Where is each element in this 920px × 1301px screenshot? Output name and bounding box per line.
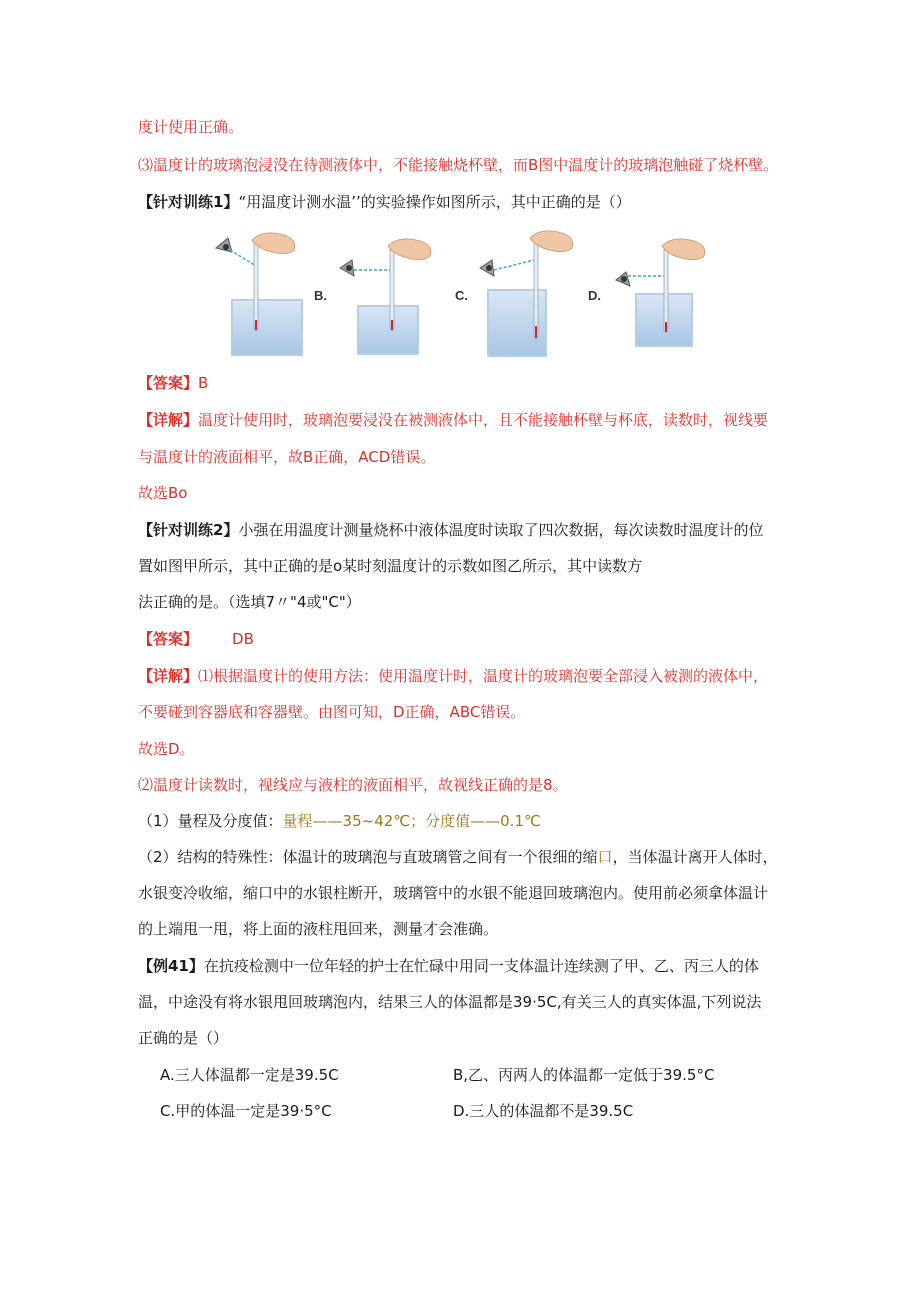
label-c: C. [455,288,468,303]
range-label: （1）量程及分度值： [138,812,283,830]
text-line: ⑶温度计的玻璃泡浸没在待测液体中，不能接触烧杯壁，而B图中温度计的玻璃泡触碰了烧杯壁。 [138,156,779,174]
text-line: 故选Bo [138,484,188,502]
text-line: ⑵温度计读数时，视线应与液柱的液面相平，故视线正确的是8。 [138,776,568,794]
label-b: B. [314,288,327,303]
detail-text: 温度计使用时，玻璃泡要浸没在被测液体中，且不能接触杯壁与杯底，读数时，视线要 [198,411,769,429]
text-line: 的上端甩一甩，将上面的液柱甩回来，测量才会准确。 [138,920,499,938]
example-text: 在抗疫检测中一位年轻的护士在忙碌中用同一支体温计连续测了甲、乙、丙三人的体 [203,957,759,975]
answer-text: B [198,374,209,392]
answer-2 [138,629,254,649]
text-line: 正确的是（） [138,1029,229,1047]
question-training-1 [138,192,631,212]
text-line: 度计使用正确。 [138,118,244,136]
structure-line [138,847,778,867]
text-line: 不要碰到容器底和容器壁。由图可知，D正确，ABC错误。 [138,703,526,721]
text-line: 水银变冷收缩，缩口中的水银柱断开，玻璃管中的水银不能退回玻璃泡内。使用前必须拿体温计 [138,884,769,902]
question-tag: 【针对训练2】 [138,521,239,539]
question-text: “用温度计测水温’’的实验操作如图所示，其中正确的是（） [238,193,631,211]
option-c[interactable]: C.甲的体温一定是39·5°C [160,1102,332,1120]
detail-1 [138,410,768,430]
thermometer-figure [212,230,712,360]
text-line: 与温度计的液面相平，故B正确，ACD错误。 [138,448,436,466]
thermometer-diagram [212,230,712,360]
answer-tag: 【答案】 [138,374,199,392]
option-d[interactable]: D.三人的体温都不是39.5C [453,1102,634,1120]
answer-text: DB [232,630,254,648]
question-training-2 [138,520,763,540]
text-line: 故选D。 [138,740,195,758]
text-line: 温，中途没有将水银甩回玻璃泡内，结果三人的体温都是39·5C,有关三人的真实体温,下列说法 [138,993,762,1011]
detail-text: ⑴根据温度计的使用方法：使用温度计时，温度计的玻璃泡要全部浸入被测的液体中， [198,667,769,685]
structure-label: （2）结构的特殊性：体温计的玻璃泡与直玻璃管之间有一个很细的缩 [138,848,598,866]
beaker-c [455,231,573,356]
structure-kou: 口 [597,848,613,866]
answer-1 [138,373,208,393]
question-tag: 【针对训练1】 [138,193,239,211]
example-41 [138,956,759,976]
range-value: 量程——35~42℃；分度值——0.1℃ [282,812,541,830]
structure-rest: ，当体温计离开人体时， [612,848,778,866]
detail-2 [138,666,768,686]
option-a[interactable]: A.三人体温都一定是39.5C [160,1066,339,1084]
option-b[interactable]: B,乙、丙两人的体温都一定低于39.5°C [453,1066,715,1084]
text-line: 置如图甲所示，其中正确的是o某时刻温度计的示数如图乙所示，其中读数方 [138,557,643,575]
beaker-b [314,239,431,354]
question-text: 小强在用温度计测量烧杯中液体温度时读取了四次数据，每次读数时温度计的位 [238,521,764,539]
detail-tag: 【详解】 [138,667,199,685]
beaker-d [588,239,705,346]
text-line: 法正确的是。（选填7〃"4或"C"） [138,593,361,611]
detail-tag: 【详解】 [138,411,199,429]
beaker-a [216,233,302,355]
range-line [138,811,541,831]
label-d: D. [588,288,601,303]
answer-tag: 【答案】 [138,630,199,648]
example-tag: 【例41】 [138,957,204,975]
